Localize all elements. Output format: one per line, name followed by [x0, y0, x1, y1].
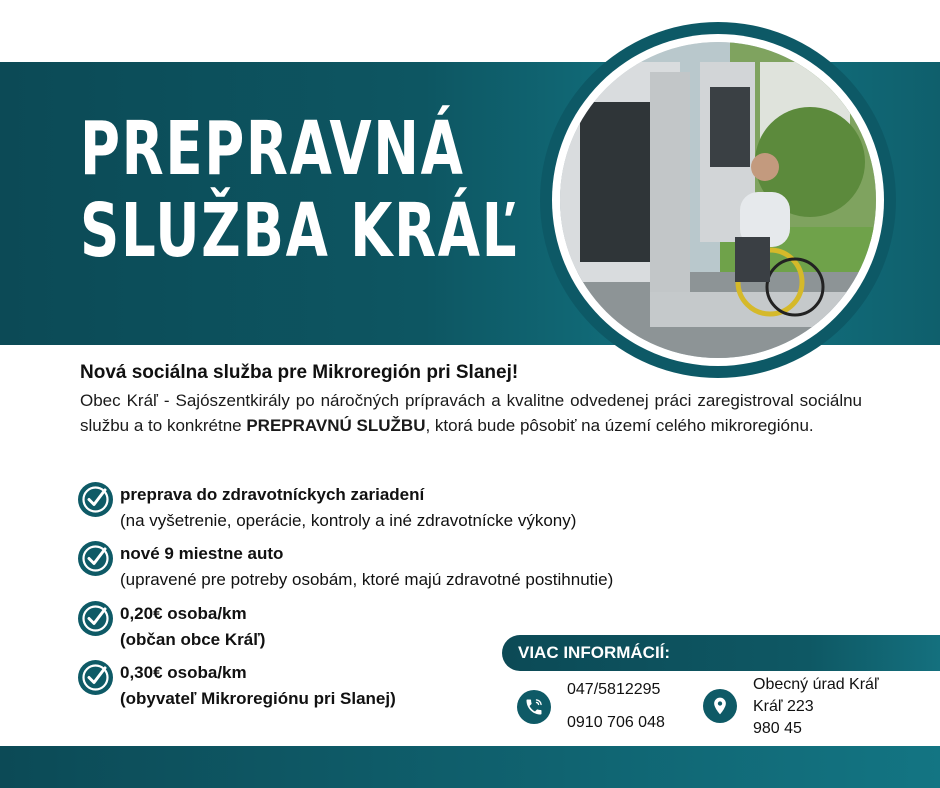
- item-detail: (občan obce Kráľ): [120, 630, 266, 649]
- phone-icon: [517, 690, 551, 724]
- intro-text-2: , ktorá bude pôsobiť na území celého mikroregiónu.: [425, 415, 814, 435]
- title-line-1: PREPRAVNÁ: [80, 106, 465, 192]
- phone-number-2[interactable]: 0910 706 048: [567, 714, 665, 731]
- title-line-2: SLUŽBA KRÁĽ: [80, 188, 519, 274]
- footer-bar: [0, 746, 940, 788]
- wheelchair-van-photo: [560, 42, 876, 358]
- address: [753, 674, 879, 740]
- item-title: preprava do zdravotníckych zariadení: [120, 485, 425, 504]
- check-circle-icon: [78, 660, 113, 695]
- item-title: 0,30€ osoba/km: [120, 663, 247, 682]
- more-info-label: VIAC INFORMÁCIÍ:: [502, 635, 940, 671]
- intro-paragraph: [80, 389, 862, 438]
- intro-strong: PREPRAVNÚ SLUŽBU: [246, 415, 426, 435]
- item-detail: (upravené pre potreby osobám, ktoré majú zdravotné postihnutie): [120, 570, 614, 589]
- address-line-1: Obecný úrad Kráľ: [753, 676, 879, 693]
- page-title: [80, 108, 518, 272]
- item-title: nové 9 miestne auto: [120, 544, 284, 563]
- check-circle-icon: [78, 482, 113, 517]
- location-pin-icon: [703, 689, 737, 723]
- address-line-2: Kráľ 223: [753, 698, 814, 715]
- check-circle-icon: [78, 601, 113, 636]
- item-title: 0,20€ osoba/km: [120, 604, 247, 623]
- check-circle-icon: [78, 541, 113, 576]
- address-line-3: 980 45: [753, 720, 802, 737]
- item-detail: (obyvateľ Mikroregiónu pri Slanej): [120, 689, 396, 708]
- intro-text-1: Obec Kráľ - Sajószentkirály po náročných prípravách a kvalitne odvedenej práci zaregistroval sociálnu službu a to konkrétne: [80, 391, 862, 435]
- item-detail: (na vyšetrenie, operácie, kontroly a iné zdravotnícke výkony): [120, 511, 577, 530]
- phone-number-1[interactable]: 047/5812295: [567, 681, 661, 698]
- section-heading: Nová sociálna služba pre Mikroregión pri Slanej!: [80, 362, 519, 383]
